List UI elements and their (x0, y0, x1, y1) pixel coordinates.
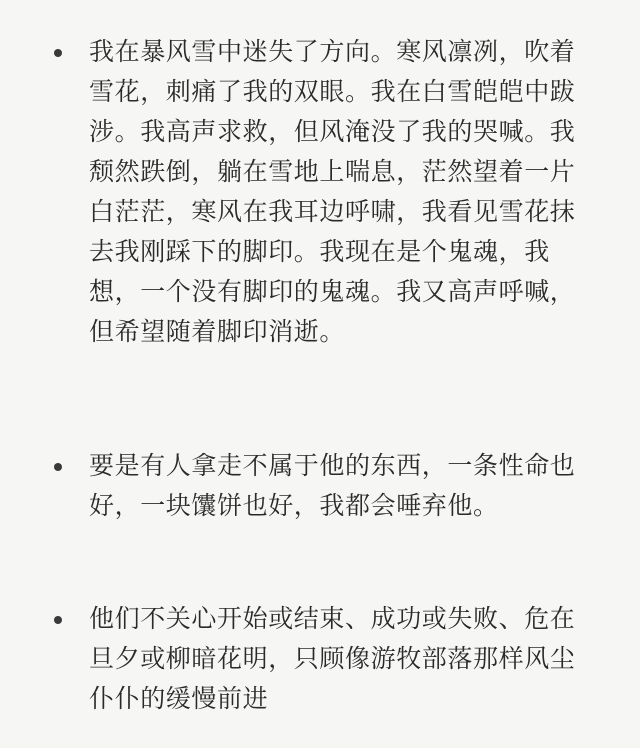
paragraph-text: 他们不关心开始或结束、成功或失败、危在旦夕或柳暗花明，只顾像游牧部落那样风尘仆仆的缓慢前进 (89, 604, 576, 713)
paragraph-text: 我在暴风雪中迷失了方向。寒风凛冽，吹着雪花，刺痛了我的双眼。我在白雪皑皑中跋涉。我高声求救，但风淹没了我的哭喊。我颓然跌倒，躺在雪地上喘息，茫然望着一片白茫茫，寒风在我耳边呼啸，我看见雪花抹去我刚踩下的脚印。我现在是个鬼魂，我想，一个没有脚印的鬼魂。我又高声呼喊，但希望随着脚印消逝。 (89, 37, 576, 346)
paragraph-text: 要是有人拿走不属于他的东西，一条性命也好，一块馕饼也好，我都会唾弃他。 (89, 451, 576, 520)
bullet-dot-icon (54, 463, 62, 471)
bullet-dot-icon (54, 49, 62, 57)
bullet-dot-icon (54, 616, 62, 624)
